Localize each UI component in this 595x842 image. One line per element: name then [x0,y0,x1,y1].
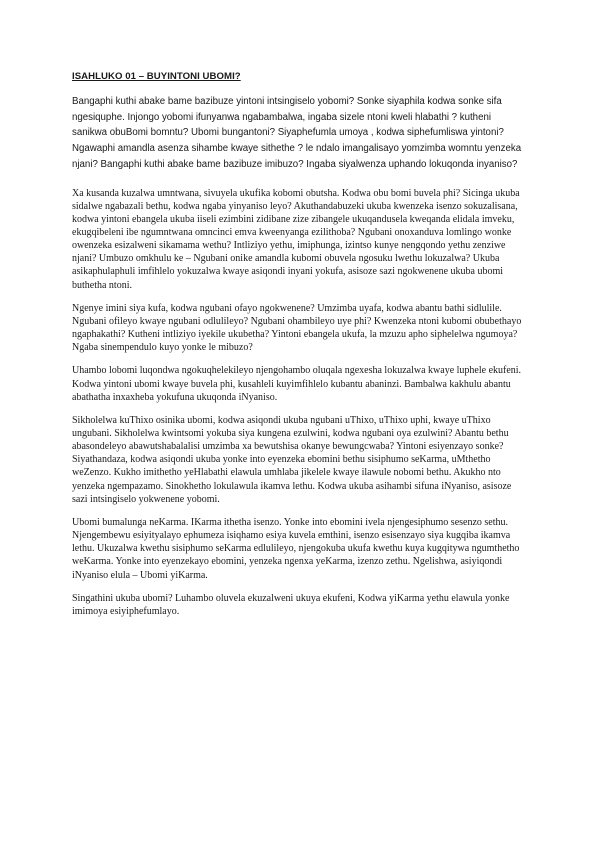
body-paragraph-2: Ngenye imini siya kufa, kodwa ngubani ofayo ngokwenene? Umzimba uyafa, kodwa abantu bathi sidlulile. Ngubani ofileyo kwaye ngubani odlulileyo? Ngubani ohambileyo uye phi? Kwenzeka ntoni kubomi obubethayo ngaphakathi? Kutheni intliziyo iyekile ukubetha? Yintoni ebangela ukufa, la mzuzu apho siphelelwa ngumoya? Ngaba sinempendulo kuyo yonke le mibuzo? [72,302,522,354]
body-paragraph-1: Xa kusanda kuzalwa umntwana, sivuyela ukufika kobomi obutsha. Kodwa obu bomi buvela phi? Sicinga ukuba sidalwe ngabazali bethu, kodwa ngaba yinyaniso leyo? Akuthandabuzeki ukuba kwenzeka isenzo sokuzalisana, kodwa yintoni ebangela ukuba iiseli ezimbini zidibane zize zibangele ukuqandusela kweqanda elidala imveku, ekugqibeleni ibe ngumntwana omncinci emva kweenyanga ezilithoba? Ngubani onoxanduva lomlingo wonke owenzeka esizalweni sikamama wethu? Intliziyo yethu, imiphunga, izintso kunye nengqondo yethu zenziwe njani? Umbuzo omkhulu ke – Ngubani onike amandla kubomi obuvela ngosuku lwethu lokuzalwa? Ukuba asikaphulaphuli imfihlelo yokuzalwa kwaye asiqondi inyani yokufa, asisoze sazi ngokwenene ukuba ubomi buthetha ntoni. [72,187,520,291]
chapter-heading: ISAHLUKO 01 – BUYINTONI UBOMI? [72,71,241,82]
body-paragraph-4: Sikholelwa kuThixo osinika ubomi, kodwa asiqondi ukuba ngubani uThixo, uThixo uphi, kwaye uThixo ungubani. Sikholelwa kwintsomi yokuba siya kungena ezulwini, kodwa ngubani oya ezulwini? Abantu bethu abasondeleyo abawutshabalalisi umzimba xa bewutshisa okanye bewungcwaba? Yintoni esiyenzayo sonke? Siyathandaza, kodwa asiqondi ukuba yonke into eyenzeka ebomini bethu sisiphumo seKarma, uMthetho weZenzo. Kukho imithetho yeHlabathi elawula umhlaba jikelele kwaye ilawule nobomi bethu. Akukho nto yenzeka ngempazamo. Sinokhetho lokulawula ikamva lethu. Kodwa ukuba asihambi sifuna iNyaniso, asisoze sazi intsingiselo yokwenene yobomi. [72,414,512,505]
body-paragraph-6: Singathini ukuba ubomi? Luhambo oluvela ekuzalweni ukuya ekufeni, Kodwa yiKarma yethu elawula yonke imimoya esiyiphefumlayo. [72,592,510,617]
body-paragraph-5: Ubomi bumalunga neKarma. IKarma ithetha isenzo. Yonke into ebomini ivela njengesiphumo sesenzo sethu. Njengembewu esiyityalayo ephumeza isiqhamo esiya kuvela emthini, isenzo esisenzayo siya kugqiba ikamva lethu. Ukuzalwa kwethu sisiphumo seKarma edlulileyo, njengokuba ukufa kwethu kuya kugqitywa ngumthetho weKarma. Yonke into eyenzekayo ebomini, yenzeka ngenxa yeKarma, izenzo zethu. Ngelishwa, asiyiqondi iNyaniso elula – Ubomi yiKarma. [72,516,520,581]
intro-paragraph: Bangaphi kuthi abake bame bazibuze yintoni intsingiselo yobomi? Sonke siyaphila kodwa sonke sifa ngesiquphe. Injongo yobomi ifunyanwa ngabambalwa, ingaba sizele ntoni kweli hlabathi ? kutheni sanikwa obuBomi bomntu? Ubomi bungantoni? Siyaphefumla umoya , kodwa siphefumliswa yintoni? Ngawaphi amandla asenza sihambe kwaye sithethe ? le ndalo imangalisayo yomzimba womntu yenzeka njani? Bangaphi kuthi abake bame bazibuze imibuzo? Ingaba siyalwenza uphando lokuqonda inyaniso? [72,96,522,170]
page-content [72,70,526,628]
body-paragraph-3: Uhambo lobomi luqondwa ngokuqhelekileyo njengohambo oluqala ngexesha lokuzalwa kwaye luphele ekufeni. Kodwa yintoni ubomi kwaye buvela phi, kusahleli kuyimfihlelo kubantu abaninzi. Bambalwa kakhulu abantu abathatha inxaxheba yokufuna ukuqonda iNyaniso. [72,365,522,403]
